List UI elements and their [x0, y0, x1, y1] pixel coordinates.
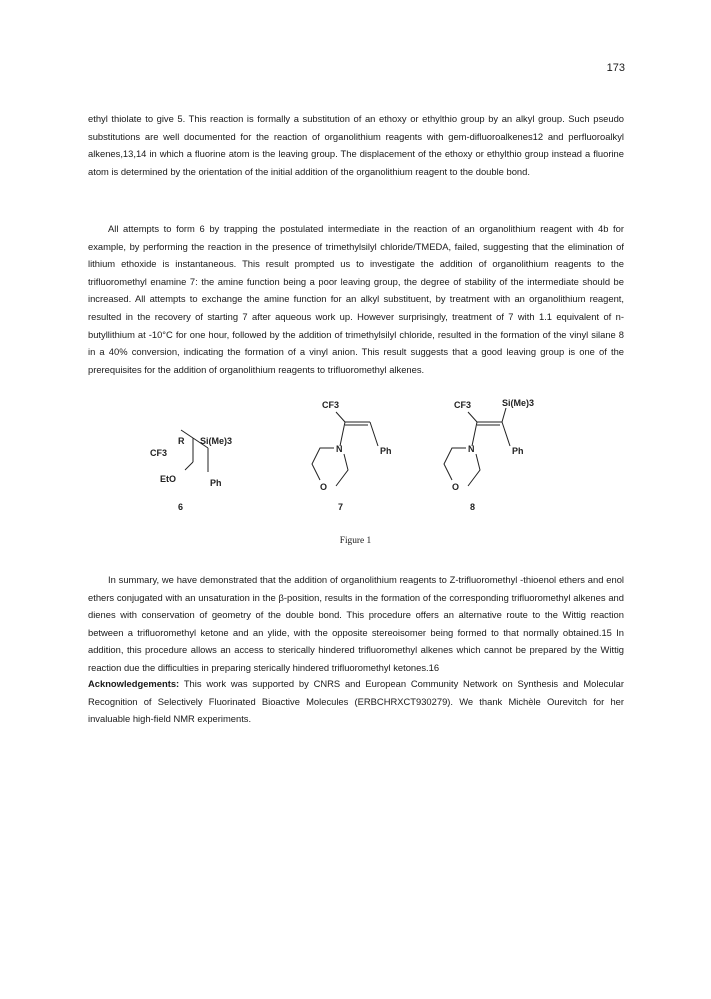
acknowledgements-label: Acknowledgements: [88, 678, 180, 689]
acknowledgements [88, 675, 624, 728]
compound-7-n-label: N [336, 444, 343, 454]
compound-7-structure [312, 412, 378, 486]
compound-8-o-label: O [452, 482, 460, 492]
compound-6-eto-label: EtO [160, 474, 177, 484]
compound-7-o-label: O [320, 482, 328, 492]
compound-6-r-label: R [178, 436, 185, 446]
acknowledgements-text: This work was supported by CNRS and European Community Network on Synthesis and Molecular Recognition of Selectively Fluorinated Bioactive Molecules (ERBCHRXCT930279). We thank Michèle Ourevitch for her invaluable high-field NMR experiments. [88, 678, 624, 725]
compound-7-cf3-label: CF3 [322, 400, 340, 410]
compound-6-number: 6 [178, 502, 184, 512]
compound-7-ph-label: Ph [380, 446, 392, 456]
compound-8-n-label: N [468, 444, 475, 454]
compound-8-number: 8 [470, 502, 476, 512]
paragraph-2: All attempts to form 6 by trapping the postulated intermediate in the reaction of an organolithium reagent with 4b for example, by performing the reaction in the presence of trimethylsilyl chloride/TMEDA, failed, suggesting that the elimination of lithium ethoxide is instantaneous. This result prompted us to investigate the addition of organolithium reagents to the trifluoromethyl enamine 7: the amine function being a poor leaving group, the degree of stability of the intermediate should be increased. All attempts to exchange the amine function for an alkyl substituent, by treatment with an organolithium reagent, resulted in the recovery of starting 7 after aqueous work up. However surprisingly, treatment of 7 with 1.1 equivalent of n-butyllithium at -10°C for one hour, followed by the addition of trimethylsilyl chloride, resulted in the formation of the vinyl silane 8 in a 40% conversion, indicating the formation of a vinyl anion. This result suggests that a good leaving group is one of the prerequisites for the addition of organolithium reagents to trifluoromethyl alkenes. [88, 223, 624, 375]
page-number: 173 [606, 62, 625, 74]
figure-caption: Figure 1 [339, 536, 372, 546]
figure-1-structures [140, 390, 580, 520]
compound-8-structure [444, 408, 510, 486]
compound-8-cf3-label: CF3 [454, 400, 472, 410]
paragraph-1: ethyl thiolate to give 5. This reaction is formally a substitution of an ethoxy or ethylthio group by an alkyl group. Such pseudo substitutions are well documented for the reaction of organolithium reagents with gem-difluoroalkenes12 and perfluoroalkyl alkenes,13,14 in which a fluorine atom is the leaving group. The displacement of the ethoxy or ethylthio group instead a fluorine atom is determined by the orientation of the initial addition of the organolithium reagent to the double bond. [88, 113, 624, 177]
compound-6-cf3-label: CF3 [150, 448, 168, 458]
compound-6-si-label: Si(Me)3 [200, 436, 233, 446]
paragraph-3: In summary, we have demonstrated that the addition of organolithium reagents to Z-trifluoromethyl -thioenol ethers and enol ethers conjugated with an unsaturation in the β-position, results in the formation of the corresponding trifluoromethyl alkenes and dienes with conservation of geometry of the double bond. This procedure offers an alternative route to the Wittig reaction between a trifluoromethyl ketone and an ylide, with the opposite stereoisomer being formed to that normally obtained.15 In addition, this procedure allows an access to sterically hindered trifluoromethyl alkenes which cannot be prepared by the Wittig reaction due the difficulties in preparing sterically hindered trifluoromethyl ketones.16 [88, 574, 624, 673]
compound-7-number: 7 [338, 502, 344, 512]
compound-8-ph-label: Ph [512, 446, 524, 456]
compound-8-si-label: Si(Me)3 [502, 398, 535, 408]
compound-6-ph-label: Ph [210, 478, 222, 488]
